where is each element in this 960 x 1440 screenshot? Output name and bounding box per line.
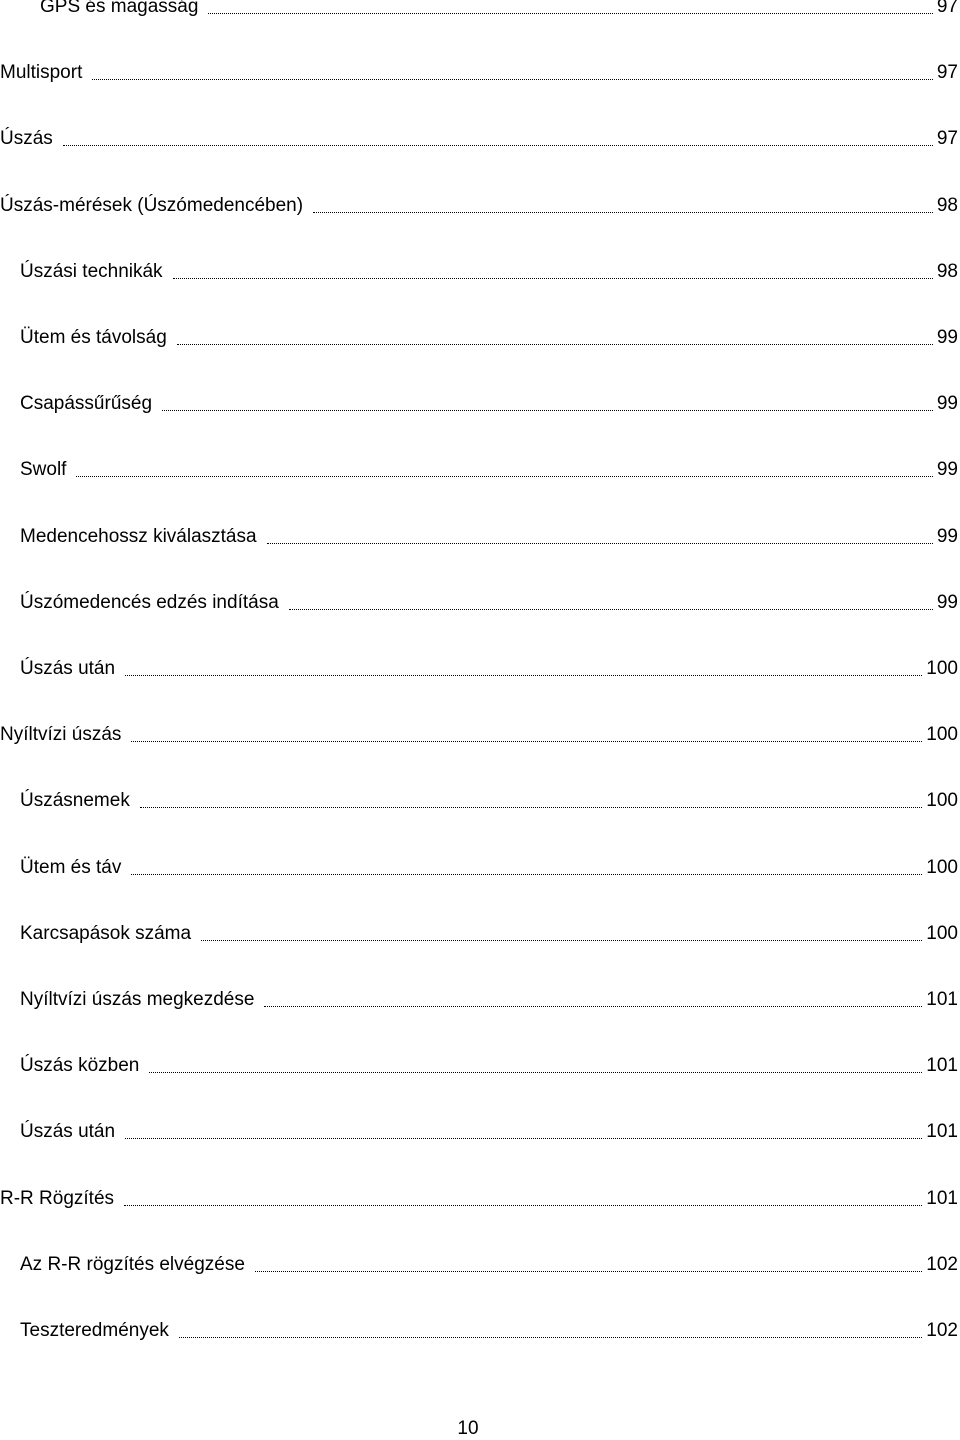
toc-entry-page: 100 [926, 922, 958, 944]
toc-entry-title: Teszteredmények [20, 1320, 169, 1341]
toc-entry-page: 99 [936, 327, 958, 348]
toc-entry[interactable] [0, 1250, 958, 1276]
toc-entry-page: 98 [936, 194, 958, 216]
toc-dot-leader [125, 1138, 922, 1139]
toc-entry-page: 100 [926, 724, 958, 746]
toc-entry[interactable] [0, 853, 958, 879]
toc-entry-title: Úszómedencés edzés indítása [20, 591, 279, 613]
toc-entry-title: Multisport [0, 62, 83, 84]
toc-entry[interactable] [0, 124, 958, 150]
toc-entry[interactable] [0, 786, 958, 812]
toc-entry-title: Ütem és távolság [20, 327, 167, 348]
toc-dot-leader [264, 1006, 922, 1007]
toc-entry-title: Úszás után [20, 658, 116, 679]
toc-entry[interactable] [0, 191, 958, 217]
toc-entry-title: Medencehossz kiválasztása [20, 525, 257, 547]
toc-entry-page: 102 [926, 1320, 958, 1341]
toc-entry[interactable] [0, 58, 958, 84]
toc-entry-title: Úszás közben [20, 1055, 140, 1077]
toc-entry-page: 99 [936, 459, 958, 481]
toc-entry[interactable] [0, 1316, 958, 1342]
toc-dot-leader [179, 1337, 922, 1338]
toc-entry-title: Swolf [20, 459, 67, 481]
toc-entry-page: 97 [936, 0, 958, 17]
toc-entry-page: 100 [926, 790, 958, 812]
toc-dot-leader [162, 410, 933, 411]
toc-entry[interactable] [0, 1051, 958, 1077]
toc-entry[interactable] [0, 455, 958, 481]
toc-dot-leader [131, 741, 922, 742]
toc-entry[interactable] [0, 654, 958, 680]
toc-entry-title: Az R-R rögzítés elvégzése [20, 1253, 245, 1275]
toc-entry-page: 101 [926, 1121, 958, 1143]
toc-entry-page: 99 [936, 591, 958, 613]
toc-entry[interactable] [0, 985, 958, 1011]
toc-dot-leader [124, 1205, 922, 1206]
toc-entry-title: Ütem és táv [20, 856, 122, 878]
toc-entry-title: Karcsapások száma [20, 922, 192, 944]
toc-dot-leader [131, 874, 922, 875]
toc-dot-leader [201, 940, 922, 941]
toc-entry-page: 100 [926, 658, 958, 679]
toc-dot-leader [125, 675, 922, 676]
toc-dot-leader [289, 609, 933, 610]
toc-entry[interactable] [0, 522, 958, 548]
toc-entry[interactable] [0, 588, 958, 614]
toc-dot-leader [208, 13, 932, 14]
toc-entry-title: Csapássűrűség [20, 393, 153, 415]
toc-dot-leader [149, 1072, 922, 1073]
toc-entry-title: Úszási technikák [20, 260, 163, 282]
toc-entry[interactable] [0, 1117, 958, 1143]
toc-entry-title: Úszás után [20, 1121, 116, 1143]
toc-dot-leader [177, 344, 933, 345]
toc-entry-title: Úszás-mérések (Úszómedencében) [0, 194, 304, 216]
toc-entry[interactable] [0, 257, 958, 283]
toc-entry-title: R-R Rögzítés [0, 1187, 115, 1209]
toc-dot-leader [267, 543, 933, 544]
toc-dot-leader [313, 212, 933, 213]
toc-entry-page: 102 [926, 1253, 958, 1275]
toc-dot-leader [92, 79, 933, 80]
toc-entry[interactable] [0, 1184, 958, 1210]
toc-entry[interactable] [0, 720, 958, 746]
toc-entry-page: 101 [926, 1187, 958, 1209]
toc-dot-leader [76, 476, 932, 477]
toc-entry-page: 97 [936, 62, 958, 84]
toc-entry[interactable] [0, 0, 958, 18]
toc-entry-title: Nyíltvízi úszás [0, 724, 122, 746]
toc-entry-title: Nyíltvízi úszás megkezdése [20, 989, 255, 1010]
toc-dot-leader [255, 1271, 922, 1272]
toc-entry-page: 101 [926, 1055, 958, 1077]
toc-entry[interactable] [0, 389, 958, 415]
toc-dot-leader [140, 807, 922, 808]
page-number: 10 [457, 1418, 479, 1439]
toc-entry-page: 98 [936, 260, 958, 282]
toc-entry[interactable] [0, 323, 958, 349]
toc-entry-page: 97 [936, 128, 958, 150]
toc-entry-title: Úszásnemek [20, 790, 130, 812]
toc-entry-title: GPS és magasság [40, 0, 199, 17]
toc-entry-page: 101 [926, 989, 958, 1010]
toc-dot-leader [173, 278, 933, 279]
toc-entry-page: 100 [926, 856, 958, 878]
toc-entry-page: 99 [936, 393, 958, 415]
toc-entry[interactable] [0, 919, 958, 945]
toc-dot-leader [63, 145, 933, 146]
toc-entry-title: Úszás [0, 128, 53, 150]
toc-entry-page: 99 [936, 525, 958, 547]
